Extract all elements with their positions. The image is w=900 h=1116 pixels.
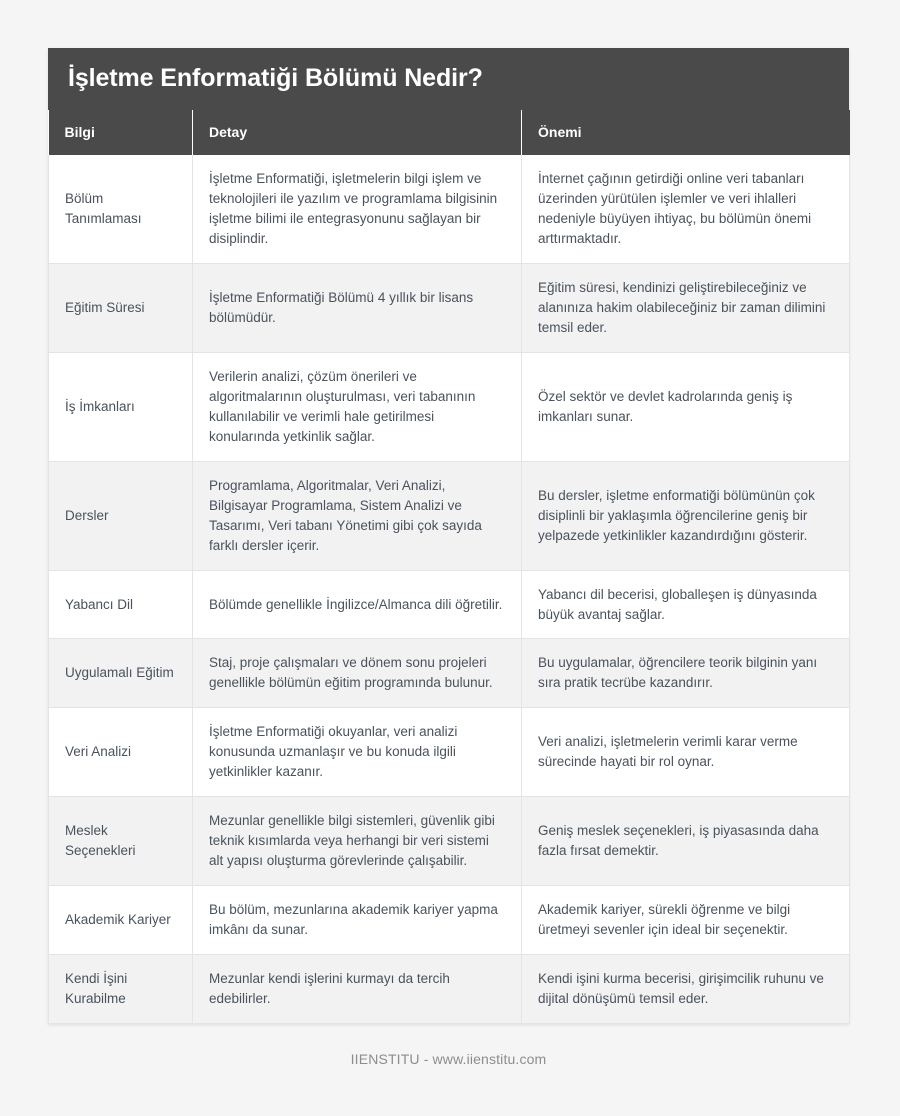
- cell-detay: Mezunlar genellikle bilgi sistemleri, güvenlik gibi teknik kısımlarda veya herhangi bir veri sistemi alt yapısı oluşturma görevlerinde çalışabilir.: [193, 797, 522, 886]
- cell-bilgi: Veri Analizi: [49, 708, 193, 797]
- cell-detay: İşletme Enformatiği Bölümü 4 yıllık bir lisans bölümüdür.: [193, 263, 522, 352]
- column-header-bilgi: Bilgi: [49, 110, 193, 155]
- cell-detay: Bu bölüm, mezunlarına akademik kariyer yapma imkânı da sunar.: [193, 886, 522, 955]
- cell-onemi: Bu dersler, işletme enformatiği bölümünün çok disiplinli bir yaklaşımla öğrencilerine geniş bir yelpazede yetkinlikler kazandırdığını gösterir.: [522, 461, 850, 570]
- cell-detay: İşletme Enformatiği okuyanlar, veri analizi konusunda uzmanlaşır ve bu konuda ilgili yetkinlikler kazanır.: [193, 708, 522, 797]
- info-table: [48, 110, 850, 1024]
- cell-detay: İşletme Enformatiği, işletmelerin bilgi işlem ve teknolojileri ile yazılım ve programlama bilgisinin işletme bilimi ile entegrasyonunu sağlayan bir disiplindir.: [193, 155, 522, 263]
- cell-bilgi: Bölüm Tanımlaması: [49, 155, 193, 263]
- table-row: [49, 461, 850, 570]
- page-title: İşletme Enformatiği Bölümü Nedir?: [68, 64, 483, 93]
- cell-onemi: Kendi işini kurma becerisi, girişimcilik ruhunu ve dijital dönüşümü temsil eder.: [522, 955, 850, 1024]
- cell-onemi: Eğitim süresi, kendinizi geliştirebileceğiniz ve alanınıza hakim olabileceğiniz bir zaman dilimini temsil eder.: [522, 263, 850, 352]
- cell-bilgi: Dersler: [49, 461, 193, 570]
- cell-bilgi: Akademik Kariyer: [49, 886, 193, 955]
- table-row: [49, 570, 850, 639]
- table-row: [49, 708, 850, 797]
- title-bar: [48, 48, 849, 110]
- cell-onemi: Veri analizi, işletmelerin verimli karar verme sürecinde hayati bir rol oynar.: [522, 708, 850, 797]
- table-row: [49, 886, 850, 955]
- column-header-detay: Detay: [193, 110, 522, 155]
- cell-onemi: Bu uygulamalar, öğrencilere teorik bilginin yanı sıra pratik tecrübe kazandırır.: [522, 639, 850, 708]
- footer-attribution: IIENSTITU - www.iienstitu.com: [350, 1051, 547, 1068]
- table-row: [49, 797, 850, 886]
- cell-bilgi: İş İmkanları: [49, 352, 193, 461]
- cell-detay: Mezunlar kendi işlerini kurmayı da tercih edebilirler.: [193, 955, 522, 1024]
- cell-onemi: Geniş meslek seçenekleri, iş piyasasında daha fazla fırsat demektir.: [522, 797, 850, 886]
- table-head: [49, 110, 850, 155]
- table-header-row: [49, 110, 850, 155]
- table-row: [49, 955, 850, 1024]
- cell-bilgi: Yabancı Dil: [49, 570, 193, 639]
- cell-onemi: İnternet çağının getirdiği online veri tabanları üzerinden yürütülen işlemler ve veri ihlalleri nedeniyle büyüyen ihtiyaç, bu bölümün önemi arttırmaktadır.: [522, 155, 850, 263]
- cell-detay: Verilerin analizi, çözüm önerileri ve algoritmalarının oluşturulması, veri tabanının kullanılabilir ve verimli hale getirilmesi konularında yetkinlik sağlar.: [193, 352, 522, 461]
- cell-detay: Programlama, Algoritmalar, Veri Analizi, Bilgisayar Programlama, Sistem Analizi ve Tasarımı, Veri tabanı Yönetimi gibi çok sayıda farklı dersler içerir.: [193, 461, 522, 570]
- info-table-card: [48, 48, 849, 1024]
- column-header-onemi: Önemi: [522, 110, 850, 155]
- table-row: [49, 639, 850, 708]
- cell-bilgi: Kendi İşini Kurabilme: [49, 955, 193, 1024]
- cell-onemi: Yabancı dil becerisi, globalleşen iş dünyasında büyük avantaj sağlar.: [522, 570, 850, 639]
- cell-bilgi: Eğitim Süresi: [49, 263, 193, 352]
- cell-detay: Bölümde genellikle İngilizce/Almanca dili öğretilir.: [193, 570, 522, 639]
- cell-bilgi: Meslek Seçenekleri: [49, 797, 193, 886]
- cell-onemi: Akademik kariyer, sürekli öğrenme ve bilgi üretmeyi sevenler için ideal bir seçenektir.: [522, 886, 850, 955]
- table-body: [49, 155, 850, 1024]
- table-row: [49, 352, 850, 461]
- table-row: [49, 263, 850, 352]
- cell-detay: Staj, proje çalışmaları ve dönem sonu projeleri genellikle bölümün eğitim programında bulunur.: [193, 639, 522, 708]
- table-row: [49, 155, 850, 263]
- cell-bilgi: Uygulamalı Eğitim: [49, 639, 193, 708]
- cell-onemi: Özel sektör ve devlet kadrolarında geniş iş imkanları sunar.: [522, 352, 850, 461]
